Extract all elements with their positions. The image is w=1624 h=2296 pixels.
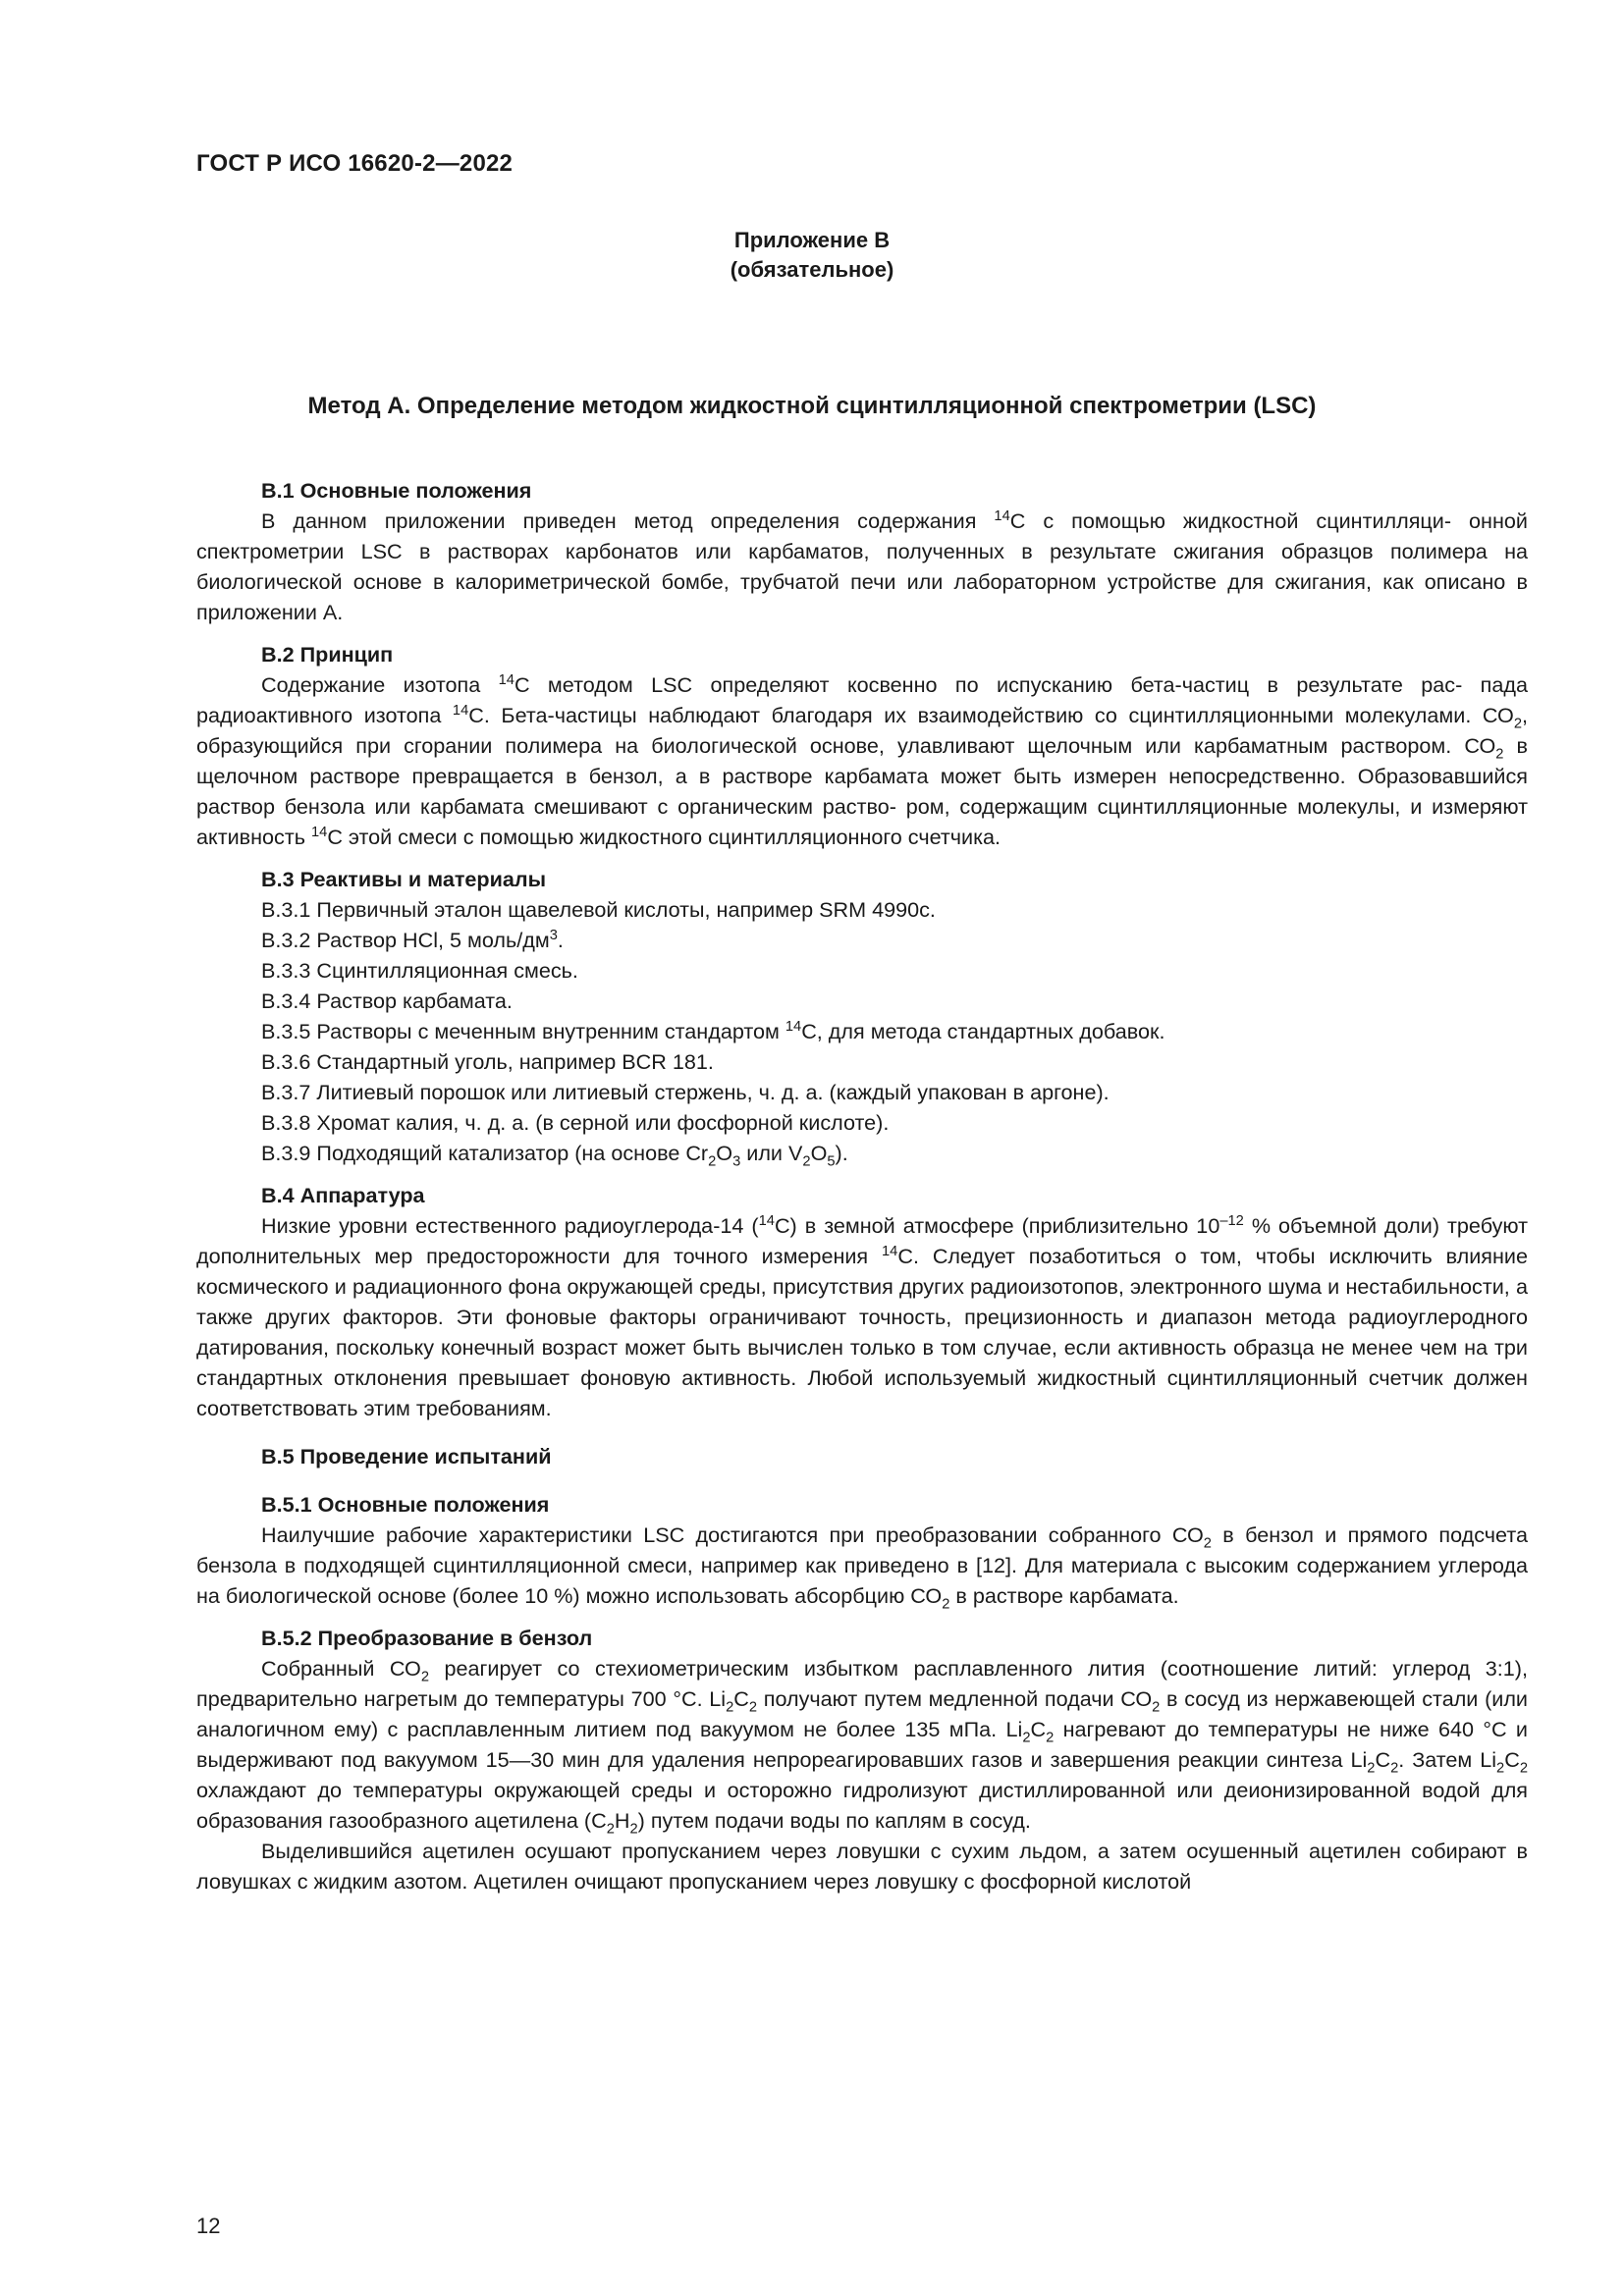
section-b3-heading: В.3 Реактивы и материалы	[261, 867, 547, 891]
list-item: В.3.3 Сцинтилляционная смесь.	[261, 958, 578, 983]
section-b5-2-paragraph-continued: Выделившийся ацетилен осушают пропусканием через ловушки с сухим льдом, а затем осушенный ацетилен собирают в ловушках с жидким азотом. Ацетилен очищают пропусканием через ловушку с фосфорной кислотой	[196, 1839, 1528, 1894]
section-b1-heading: В.1 Основные положения	[261, 478, 532, 503]
list-item: В.3.1 Первичный эталон щавелевой кислоты, например SRM 4990c.	[261, 897, 936, 922]
section-b2-paragraph: Содержание изотопа $^{14}$С методом LSC определяют косвенно по испусканию бета-частиц в результате рас- пада радиоактивного изотопа $^{14}$С. Бета-частицы наблюдают благодаря их взаимодействию со сцинтилляционными молекулами. $СО_2$, образующийся при сгорании полимера на биологической основе, улавливают щелочным или карбаматным раствором. $СО_2$ в щелочном растворе превращается в бензол, а в растворе карбамата может быть измерен непосредственно. Образовавшийся раствор бензола или карбамата смешивают с органическим раство- ром, содержащим сцинтилляционные молекулы, и измеряют активность $^{14}$С этой смеси с помощью жидкостного сцинтилляционного счетчика.	[196, 671, 1528, 849]
section-b5-1-heading: В.5.1 Основные положения	[261, 1492, 550, 1517]
page-number: 12	[196, 2214, 221, 2238]
section-b1-paragraph: В данном приложении приведен метод определения содержания $^{14}$С с помощью жидкостной сцинтилляци- онной спектрометрии LSC в растворах карбонатов или карбаматов, полученных в результате сжигания образцов полимера на биологической основе в калориметрической бомбе, трубчатой печи или лабораторном устройстве для сжигания, как описано в приложении А.	[196, 507, 1528, 624]
section-b5-2-paragraph: Собранный $СО_2$ реагирует со стехиометрическим избытком расплавленного лития (соотношение литий: углерод 3:1), предварительно нагретым до температуры 700 °С. $Li_2C_2$ получают путем медленной подачи $СО_2$ в сосуд из нержавеющей стали (или аналогичном ему) с расплавленным литием под вакуумом не более 135 мПа. $Li_2C_2$ нагревают до температуры не ниже 640 °С и выдерживают под вакуумом 15—30 мин для удаления непрореагировавших газов и завершения реакции синтеза $Li_2C_2$. Затем $Li_2C_2$ охлаждают до температуры окружающей среды и осторожно гидролизуют дистиллированной или деионизированной водой для образования газообразного ацетилена $(С_2Н_2)$ путем подачи воды по каплям в сосуд.	[196, 1656, 1528, 1838]
annex-title: Приложение В	[733, 228, 891, 252]
list-item: В.3.9 Подходящий катализатор (на основе $Cr_2O_3$ или $V_2O_5$).	[261, 1141, 848, 1170]
standard-code: ГОСТ Р ИСО 16620-2—2022	[196, 150, 514, 177]
list-item: В.3.5 Растворы с меченным внутренним стандартом $^{14}$С, для метода стандартных добавок.	[261, 1018, 1165, 1043]
section-b4-paragraph: Низкие уровни естественного радиоуглерода-14 ($^{14}$С) в земной атмосфере (приблизительно $10^{-12}$ % объемной доли) требуют дополнительных мер предосторожности для точного измерения $^{14}$С. Следует позаботиться о том, чтобы исключить влияние космического и радиационного фона окружающей среды, присутствия других радиоизотопов, электронного шума и нестабильности, а также других факторов. Эти фоновые факторы ограничивают точность, прецизионность и диапазон метода радиоуглеродного датирования, поскольку конечный возраст может быть вычислен только в том случае, если активность образца не менее чем на три стандартных отклонения превышает фоновую активность. Любой используемый жидкостный сцинтилляционный счетчик должен соответствовать этим требованиям.	[196, 1212, 1528, 1420]
document-body	[196, 475, 1528, 1896]
section-b5-1-paragraph: Наилучшие рабочие характеристики LSC достигаются при преобразовании собранного $СО_2$ в бензол и прямого подсчета бензола в подходящей сцинтилляционной смеси, например как приведено в [12]. Для материала с высоким содержанием углерода на биологической основе (более 10 %) можно использовать абсорбцию $СО_2$ в растворе карбамата.	[196, 1522, 1528, 1613]
annex-status: (обязательное)	[730, 257, 894, 282]
annex-heading	[0, 226, 1624, 285]
list-item: В.3.2 Раствор HCl, 5 моль/$дм^3$.	[261, 927, 564, 952]
list-item: В.3.7 Литиевый порошок или литиевый стержень, ч. д. а. (каждый упакован в аргоне).	[261, 1080, 1110, 1104]
method-title: Метод А. Определение методом жидкостной сцинтилляционной спектрометрии (LSC)	[307, 393, 1317, 419]
section-b5-heading: В.5 Проведение испытаний	[261, 1444, 552, 1468]
section-b4-heading: В.4 Аппаратура	[261, 1183, 425, 1207]
section-b5-2-heading: В.5.2 Преобразование в бензол	[261, 1626, 593, 1650]
section-b2-heading: В.2 Принцип	[261, 642, 394, 667]
list-item: В.3.6 Стандартный уголь, например BCR 181.	[261, 1049, 714, 1074]
list-item: В.3.4 Раствор карбамата.	[261, 988, 513, 1013]
list-item: В.3.8 Хромат калия, ч. д. а. (в серной или фосфорной кислоте).	[261, 1110, 890, 1135]
